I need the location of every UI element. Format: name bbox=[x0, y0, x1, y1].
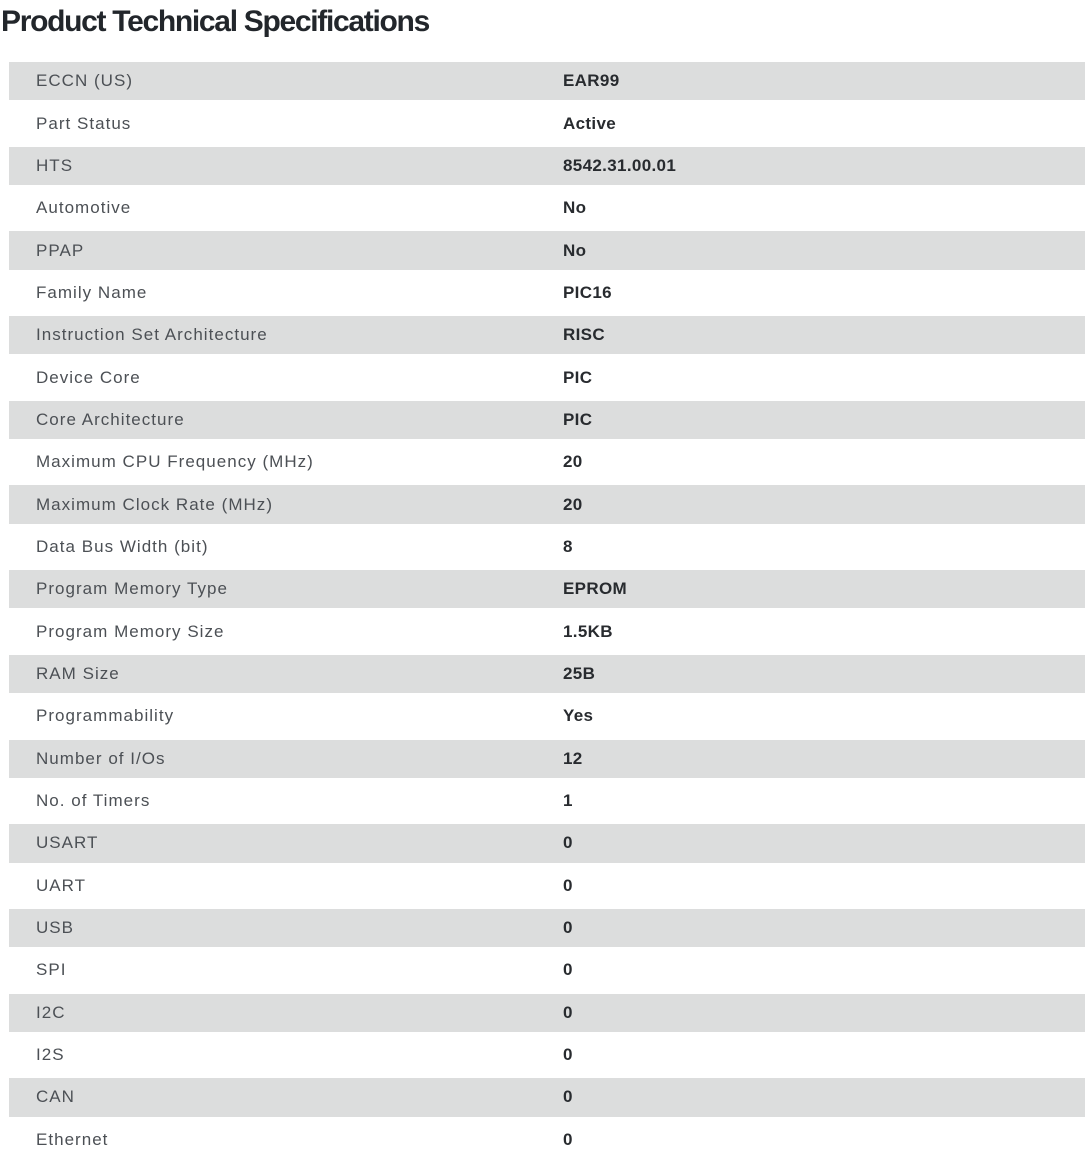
spec-value: 0 bbox=[563, 1045, 573, 1065]
spec-label: Part Status bbox=[36, 113, 132, 133]
spec-value: 20 bbox=[563, 494, 583, 514]
spec-value: 1.5KB bbox=[563, 621, 613, 641]
spec-label: I2S bbox=[36, 1045, 65, 1065]
spec-value: 12 bbox=[563, 748, 583, 768]
spec-label: ECCN (US) bbox=[36, 71, 134, 91]
spec-value: PIC bbox=[563, 367, 593, 387]
table-row bbox=[9, 187, 1085, 229]
spec-label: Device Core bbox=[36, 367, 141, 387]
table-row bbox=[9, 229, 1085, 271]
spec-value: 0 bbox=[563, 833, 573, 853]
spec-label: USB bbox=[36, 918, 75, 938]
spec-value: 0 bbox=[563, 918, 573, 938]
table-row bbox=[9, 907, 1085, 949]
spec-label: Maximum Clock Rate (MHz) bbox=[36, 494, 273, 514]
table-row bbox=[9, 738, 1085, 780]
spec-label: Program Memory Type bbox=[36, 579, 228, 599]
spec-label: Instruction Set Architecture bbox=[36, 325, 268, 345]
spec-value: 0 bbox=[563, 1002, 573, 1022]
spec-value: Yes bbox=[563, 706, 594, 726]
table-row bbox=[9, 441, 1085, 483]
table-row bbox=[9, 949, 1085, 991]
table-row bbox=[9, 568, 1085, 610]
table-row bbox=[9, 822, 1085, 864]
table-row bbox=[9, 780, 1085, 822]
spec-label: RAM Size bbox=[36, 663, 120, 683]
spec-value: 25B bbox=[563, 663, 596, 683]
spec-value: PIC bbox=[563, 409, 593, 429]
spec-value: Active bbox=[563, 113, 617, 133]
spec-value: No bbox=[563, 198, 587, 218]
spec-value: PIC16 bbox=[563, 282, 612, 302]
spec-label: Data Bus Width (bit) bbox=[36, 536, 209, 556]
spec-label: I2C bbox=[36, 1002, 66, 1022]
spec-label: USART bbox=[36, 833, 99, 853]
spec-value: 0 bbox=[563, 1087, 573, 1107]
spec-label: Programmability bbox=[36, 706, 175, 726]
spec-value: RISC bbox=[563, 325, 605, 345]
spec-label: UART bbox=[36, 875, 87, 895]
spec-value: 20 bbox=[563, 452, 583, 472]
spec-value: EPROM bbox=[563, 579, 628, 599]
spec-value: No bbox=[563, 240, 587, 260]
spec-label: Core Architecture bbox=[36, 409, 185, 429]
spec-label: Ethernet bbox=[36, 1129, 109, 1149]
spec-label: Number of I/Os bbox=[36, 748, 166, 768]
spec-value: 8 bbox=[563, 536, 573, 556]
table-row bbox=[9, 526, 1085, 568]
table-row bbox=[9, 610, 1085, 652]
table-row bbox=[9, 399, 1085, 441]
spec-label: Program Memory Size bbox=[36, 621, 225, 641]
spec-label: Maximum CPU Frequency (MHz) bbox=[36, 452, 314, 472]
page-title: Product Technical Specifications bbox=[1, 5, 429, 38]
table-row bbox=[9, 356, 1085, 398]
table-row bbox=[9, 145, 1085, 187]
spec-value: 0 bbox=[563, 875, 573, 895]
spec-label: SPI bbox=[36, 960, 67, 980]
spec-label: HTS bbox=[36, 155, 74, 175]
spec-label: No. of Timers bbox=[36, 791, 151, 811]
table-row bbox=[9, 483, 1085, 525]
spec-label: Automotive bbox=[36, 198, 132, 218]
spec-value: 1 bbox=[563, 791, 573, 811]
table-row bbox=[9, 102, 1085, 144]
table-row bbox=[9, 1076, 1085, 1118]
spec-value: EAR99 bbox=[563, 71, 620, 91]
spec-label: CAN bbox=[36, 1087, 75, 1107]
table-row bbox=[9, 653, 1085, 695]
table-row bbox=[9, 865, 1085, 907]
table-row bbox=[9, 695, 1085, 737]
table-row bbox=[9, 992, 1085, 1034]
spec-value: 0 bbox=[563, 960, 573, 980]
table-row bbox=[9, 1119, 1085, 1161]
table-row bbox=[9, 60, 1085, 102]
table-row bbox=[9, 1034, 1085, 1076]
table-row bbox=[9, 272, 1085, 314]
spec-value: 0 bbox=[563, 1129, 573, 1149]
spec-table bbox=[9, 60, 1085, 1161]
spec-value: 8542.31.00.01 bbox=[563, 155, 677, 175]
table-row bbox=[9, 314, 1085, 356]
spec-label: Family Name bbox=[36, 282, 148, 302]
spec-label: PPAP bbox=[36, 240, 85, 260]
